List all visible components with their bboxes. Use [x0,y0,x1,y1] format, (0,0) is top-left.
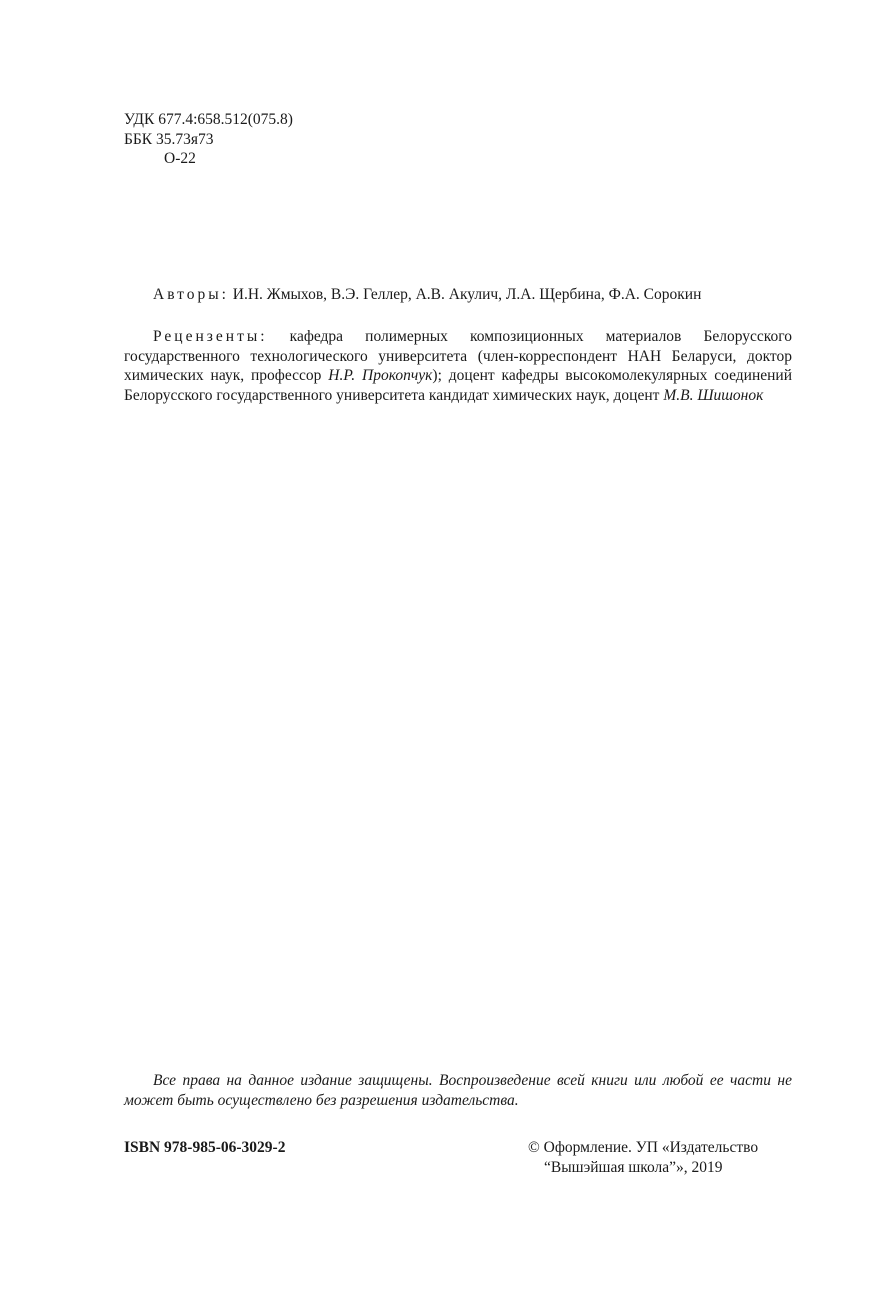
isbn-number: ISBN 978-985-06-3029-2 [124,1139,286,1156]
reviewers-label: Рецензенты: [153,328,268,345]
reviewers-text-1: кафедра полимерных композиционных материалов Белорусского государственного технологического университета (член-корреспондент НАН Беларуси, доктор химических наук, профессор [124,328,792,384]
authors-names: И.Н. Жмыхов, В.Э. Геллер, А.В. Акулич, Л.А. Щербина, Ф.А. Сорокин [232,286,702,303]
bbk-code: ББК 35.73я73 [124,130,214,148]
authors-line [124,285,792,305]
classification-codes [124,110,293,169]
reviewers-paragraph [124,327,792,405]
copyright-notice [528,1138,758,1177]
reviewer-name-1: Н.Р. Прокопчук [328,367,433,384]
reviewer-name-2: М.В. Шишонок [663,386,764,404]
udc-code: УДК 677.4:658.512(075.8) [124,111,293,128]
copyright-line-1: © Оформление. УП «Издательство [528,1139,759,1156]
reviewers-text-2: ); доцент кафедры высокомолекулярных соединений Белорусского государственного университета кандидат химических наук, доцент [124,367,793,404]
rights-notice: Все права на данное издание защищены. Воспроизведение всей книги или любой ее части не может быть осуществлено без разрешения издательства. [124,1072,792,1109]
copyright-line-2: “Вышэйшая школа”», 2019 [544,1158,723,1176]
author-mark: О-22 [164,150,196,167]
authors-label: Авторы: [153,286,229,303]
